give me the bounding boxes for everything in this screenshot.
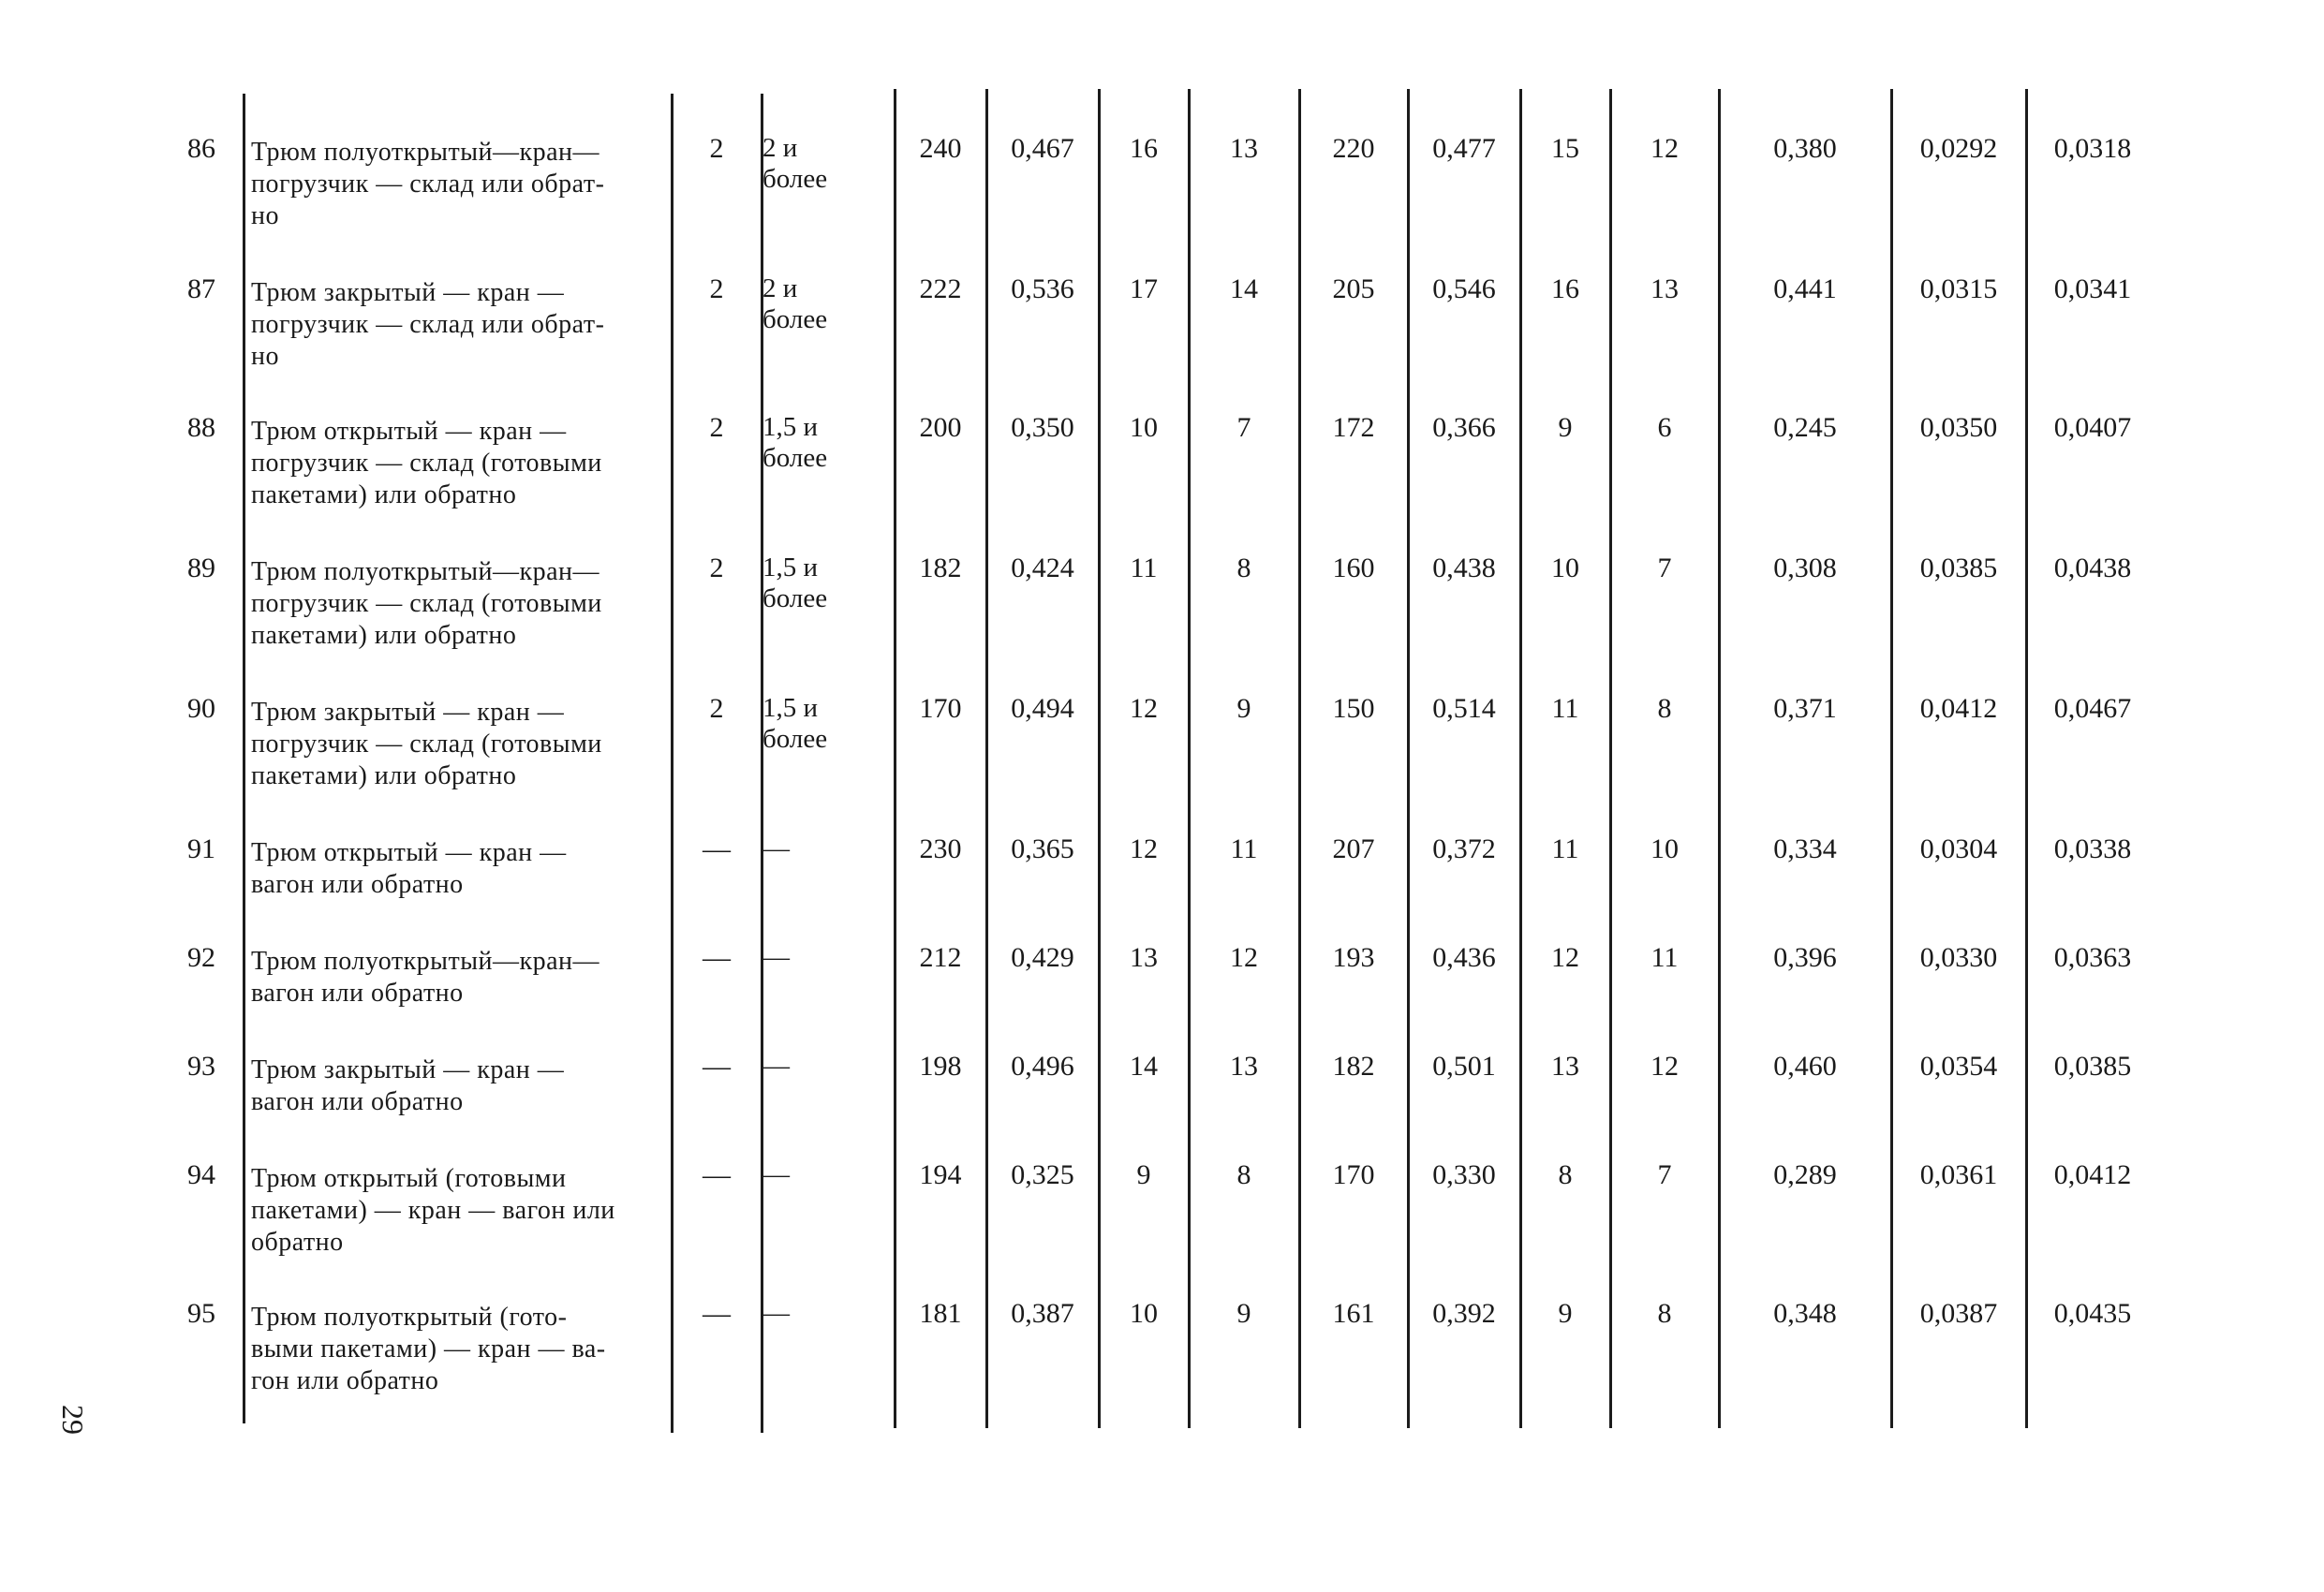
mass-cell: —: [762, 1051, 790, 1081]
operation-description: Трюм полуоткрытый—кран— погрузчик — склад или обрат- но: [251, 138, 605, 230]
value-cell: 0,0341: [2053, 273, 2132, 304]
value-cell: 0,308: [1773, 553, 1837, 583]
value-cell: 0,0412: [1919, 693, 1998, 724]
value-cell: 0,0318: [2053, 133, 2132, 164]
value-cell: 11: [1650, 942, 1679, 973]
value-cell: 8: [1236, 1159, 1251, 1190]
value-cell: 11: [1130, 553, 1158, 583]
value-cell: 170: [919, 693, 962, 724]
mass-cell: 1,5 и более: [762, 553, 828, 613]
value-cell: 0,441: [1773, 273, 1837, 304]
value-cell: 10: [1551, 553, 1579, 583]
value-cell: 161: [1332, 1298, 1375, 1329]
value-cell: 8: [1657, 1298, 1672, 1329]
value-cell: 12: [1130, 833, 1158, 864]
value-cell: 207: [1332, 833, 1375, 864]
value-cell: 0,0438: [2053, 553, 2132, 583]
value-cell: 182: [919, 553, 962, 583]
value-cell: 14: [1230, 273, 1258, 304]
value-cell: 10: [1130, 1298, 1158, 1329]
row-number: 95: [187, 1298, 215, 1329]
value-cell: 182: [1332, 1051, 1375, 1082]
value-cell: 13: [1551, 1051, 1579, 1082]
value-cell: 0,365: [1011, 833, 1074, 864]
value-cell: 11: [1551, 833, 1579, 864]
value-cell: 0,536: [1011, 273, 1074, 304]
value-cell: 0,424: [1011, 553, 1074, 583]
value-cell: 0,380: [1773, 133, 1837, 164]
handling-count-cell: 2: [709, 273, 724, 304]
value-cell: 0,0350: [1919, 412, 1998, 443]
handling-count-cell: 2: [709, 693, 724, 724]
value-cell: 16: [1130, 133, 1158, 164]
handling-count-cell: —: [703, 1298, 731, 1329]
value-cell: 7: [1657, 1159, 1672, 1190]
value-cell: 15: [1551, 133, 1579, 164]
value-cell: 10: [1650, 833, 1679, 864]
operation-description: Трюм закрытый — кран — погрузчик — склад (готовыми пакетами) или обратно: [251, 698, 602, 790]
value-cell: 0,245: [1773, 412, 1837, 443]
value-cell: 222: [919, 273, 962, 304]
value-cell: 12: [1650, 1051, 1679, 1082]
row-number: 92: [187, 942, 215, 973]
value-cell: 7: [1236, 412, 1251, 443]
value-cell: 205: [1332, 273, 1375, 304]
value-cell: 220: [1332, 133, 1375, 164]
value-cell: 0,436: [1432, 942, 1496, 973]
value-cell: 14: [1130, 1051, 1158, 1082]
value-cell: 0,460: [1773, 1051, 1837, 1082]
value-cell: 12: [1650, 133, 1679, 164]
value-cell: 240: [919, 133, 962, 164]
value-cell: 0,366: [1432, 412, 1496, 443]
value-cell: 10: [1130, 412, 1158, 443]
value-cell: 13: [1130, 942, 1158, 973]
value-cell: 172: [1332, 412, 1375, 443]
value-cell: 0,330: [1432, 1159, 1496, 1190]
value-cell: 13: [1230, 1051, 1258, 1082]
value-cell: 16: [1551, 273, 1579, 304]
value-cell: 7: [1657, 553, 1672, 583]
value-cell: 0,514: [1432, 693, 1496, 724]
handling-count-cell: —: [703, 1159, 731, 1190]
value-cell: 0,289: [1773, 1159, 1837, 1190]
value-cell: 0,0385: [1919, 553, 1998, 583]
row-number: 91: [187, 833, 215, 864]
mass-cell: —: [762, 833, 790, 863]
operation-description: Трюм полуоткрытый—кран— погрузчик — склад (готовыми пакетами) или обратно: [251, 557, 602, 650]
value-cell: 0,387: [1011, 1298, 1074, 1329]
operation-description: Трюм полуоткрытый (гото- выми пакетами) — кран — ва- гон или обратно: [251, 1303, 606, 1395]
value-cell: 0,494: [1011, 693, 1074, 724]
row-number: 93: [187, 1051, 215, 1082]
value-cell: 11: [1551, 693, 1579, 724]
value-cell: 0,334: [1773, 833, 1837, 864]
value-cell: 0,325: [1011, 1159, 1074, 1190]
operation-description: Трюм закрытый — кран — погрузчик — склад или обрат- но: [251, 278, 605, 371]
page-number: 29: [56, 1405, 90, 1435]
value-cell: 0,392: [1432, 1298, 1496, 1329]
value-cell: 0,0363: [2053, 942, 2132, 973]
value-cell: 8: [1236, 553, 1251, 583]
value-cell: 0,372: [1432, 833, 1496, 864]
mass-cell: 1,5 и более: [762, 412, 828, 473]
row-number: 89: [187, 553, 215, 583]
value-cell: 181: [919, 1298, 962, 1329]
value-cell: 0,501: [1432, 1051, 1496, 1082]
value-cell: 8: [1558, 1159, 1573, 1190]
handling-count-cell: —: [703, 1051, 731, 1082]
row-number: 86: [187, 133, 215, 164]
value-cell: 11: [1230, 833, 1258, 864]
mass-cell: —: [762, 942, 790, 972]
operation-description: Трюм полуоткрытый—кран— вагон или обратно: [251, 947, 600, 1008]
handling-count-cell: —: [703, 833, 731, 864]
value-cell: 9: [1558, 412, 1573, 443]
value-cell: 9: [1558, 1298, 1573, 1329]
value-cell: 12: [1551, 942, 1579, 973]
value-cell: 0,546: [1432, 273, 1496, 304]
value-cell: 150: [1332, 693, 1375, 724]
value-cell: 160: [1332, 553, 1375, 583]
value-cell: 200: [919, 412, 962, 443]
value-cell: 0,371: [1773, 693, 1837, 724]
value-cell: 0,438: [1432, 553, 1496, 583]
value-cell: 12: [1230, 942, 1258, 973]
value-cell: 17: [1130, 273, 1158, 304]
value-cell: 230: [919, 833, 962, 864]
value-cell: 0,0304: [1919, 833, 1998, 864]
value-cell: 0,0385: [2053, 1051, 2132, 1082]
handling-count-cell: 2: [709, 412, 724, 443]
value-cell: 0,496: [1011, 1051, 1074, 1082]
value-cell: 0,396: [1773, 942, 1837, 973]
value-cell: 9: [1236, 1298, 1251, 1329]
operation-description: Трюм закрытый — кран — вагон или обратно: [251, 1055, 565, 1116]
value-cell: 0,350: [1011, 412, 1074, 443]
value-cell: 0,0315: [1919, 273, 1998, 304]
value-cell: 0,0354: [1919, 1051, 1998, 1082]
value-cell: 0,477: [1432, 133, 1496, 164]
value-cell: 6: [1657, 412, 1672, 443]
mass-cell: 1,5 и более: [762, 693, 828, 754]
mass-cell: 2 и более: [762, 273, 828, 334]
value-cell: 12: [1130, 693, 1158, 724]
value-cell: 13: [1650, 273, 1679, 304]
value-cell: 0,0467: [2053, 693, 2132, 724]
mass-cell: 2 и более: [762, 133, 828, 194]
value-cell: 9: [1236, 693, 1251, 724]
value-cell: 0,429: [1011, 942, 1074, 973]
value-cell: 0,0292: [1919, 133, 1998, 164]
row-number: 90: [187, 693, 215, 724]
mass-cell: —: [762, 1298, 790, 1328]
value-cell: 193: [1332, 942, 1375, 973]
row-number: 88: [187, 412, 215, 443]
value-cell: 212: [919, 942, 962, 973]
value-cell: 0,467: [1011, 133, 1074, 164]
value-cell: 9: [1136, 1159, 1151, 1190]
value-cell: 0,0330: [1919, 942, 1998, 973]
value-cell: 0,0435: [2053, 1298, 2132, 1329]
value-cell: 0,0412: [2053, 1159, 2132, 1190]
operation-description: Трюм открытый (готовыми пакетами) — кран — вагон или обратно: [251, 1164, 615, 1257]
value-cell: 170: [1332, 1159, 1375, 1190]
value-cell: 8: [1657, 693, 1672, 724]
value-cell: 198: [919, 1051, 962, 1082]
value-cell: 0,0361: [1919, 1159, 1998, 1190]
mass-cell: —: [762, 1159, 790, 1189]
handling-count-cell: 2: [709, 133, 724, 164]
value-cell: 194: [919, 1159, 962, 1190]
handling-count-cell: 2: [709, 553, 724, 583]
operation-description: Трюм открытый — кран — вагон или обратно: [251, 838, 567, 899]
row-number: 87: [187, 273, 215, 304]
value-cell: 0,348: [1773, 1298, 1837, 1329]
column-rule: [243, 94, 245, 1423]
value-cell: 13: [1230, 133, 1258, 164]
operation-description: Трюм открытый — кран — погрузчик — склад (готовыми пакетами) или обратно: [251, 417, 602, 509]
row-number: 94: [187, 1159, 215, 1190]
value-cell: 0,0338: [2053, 833, 2132, 864]
value-cell: 0,0407: [2053, 412, 2132, 443]
value-cell: 0,0387: [1919, 1298, 1998, 1329]
handling-count-cell: —: [703, 942, 731, 973]
